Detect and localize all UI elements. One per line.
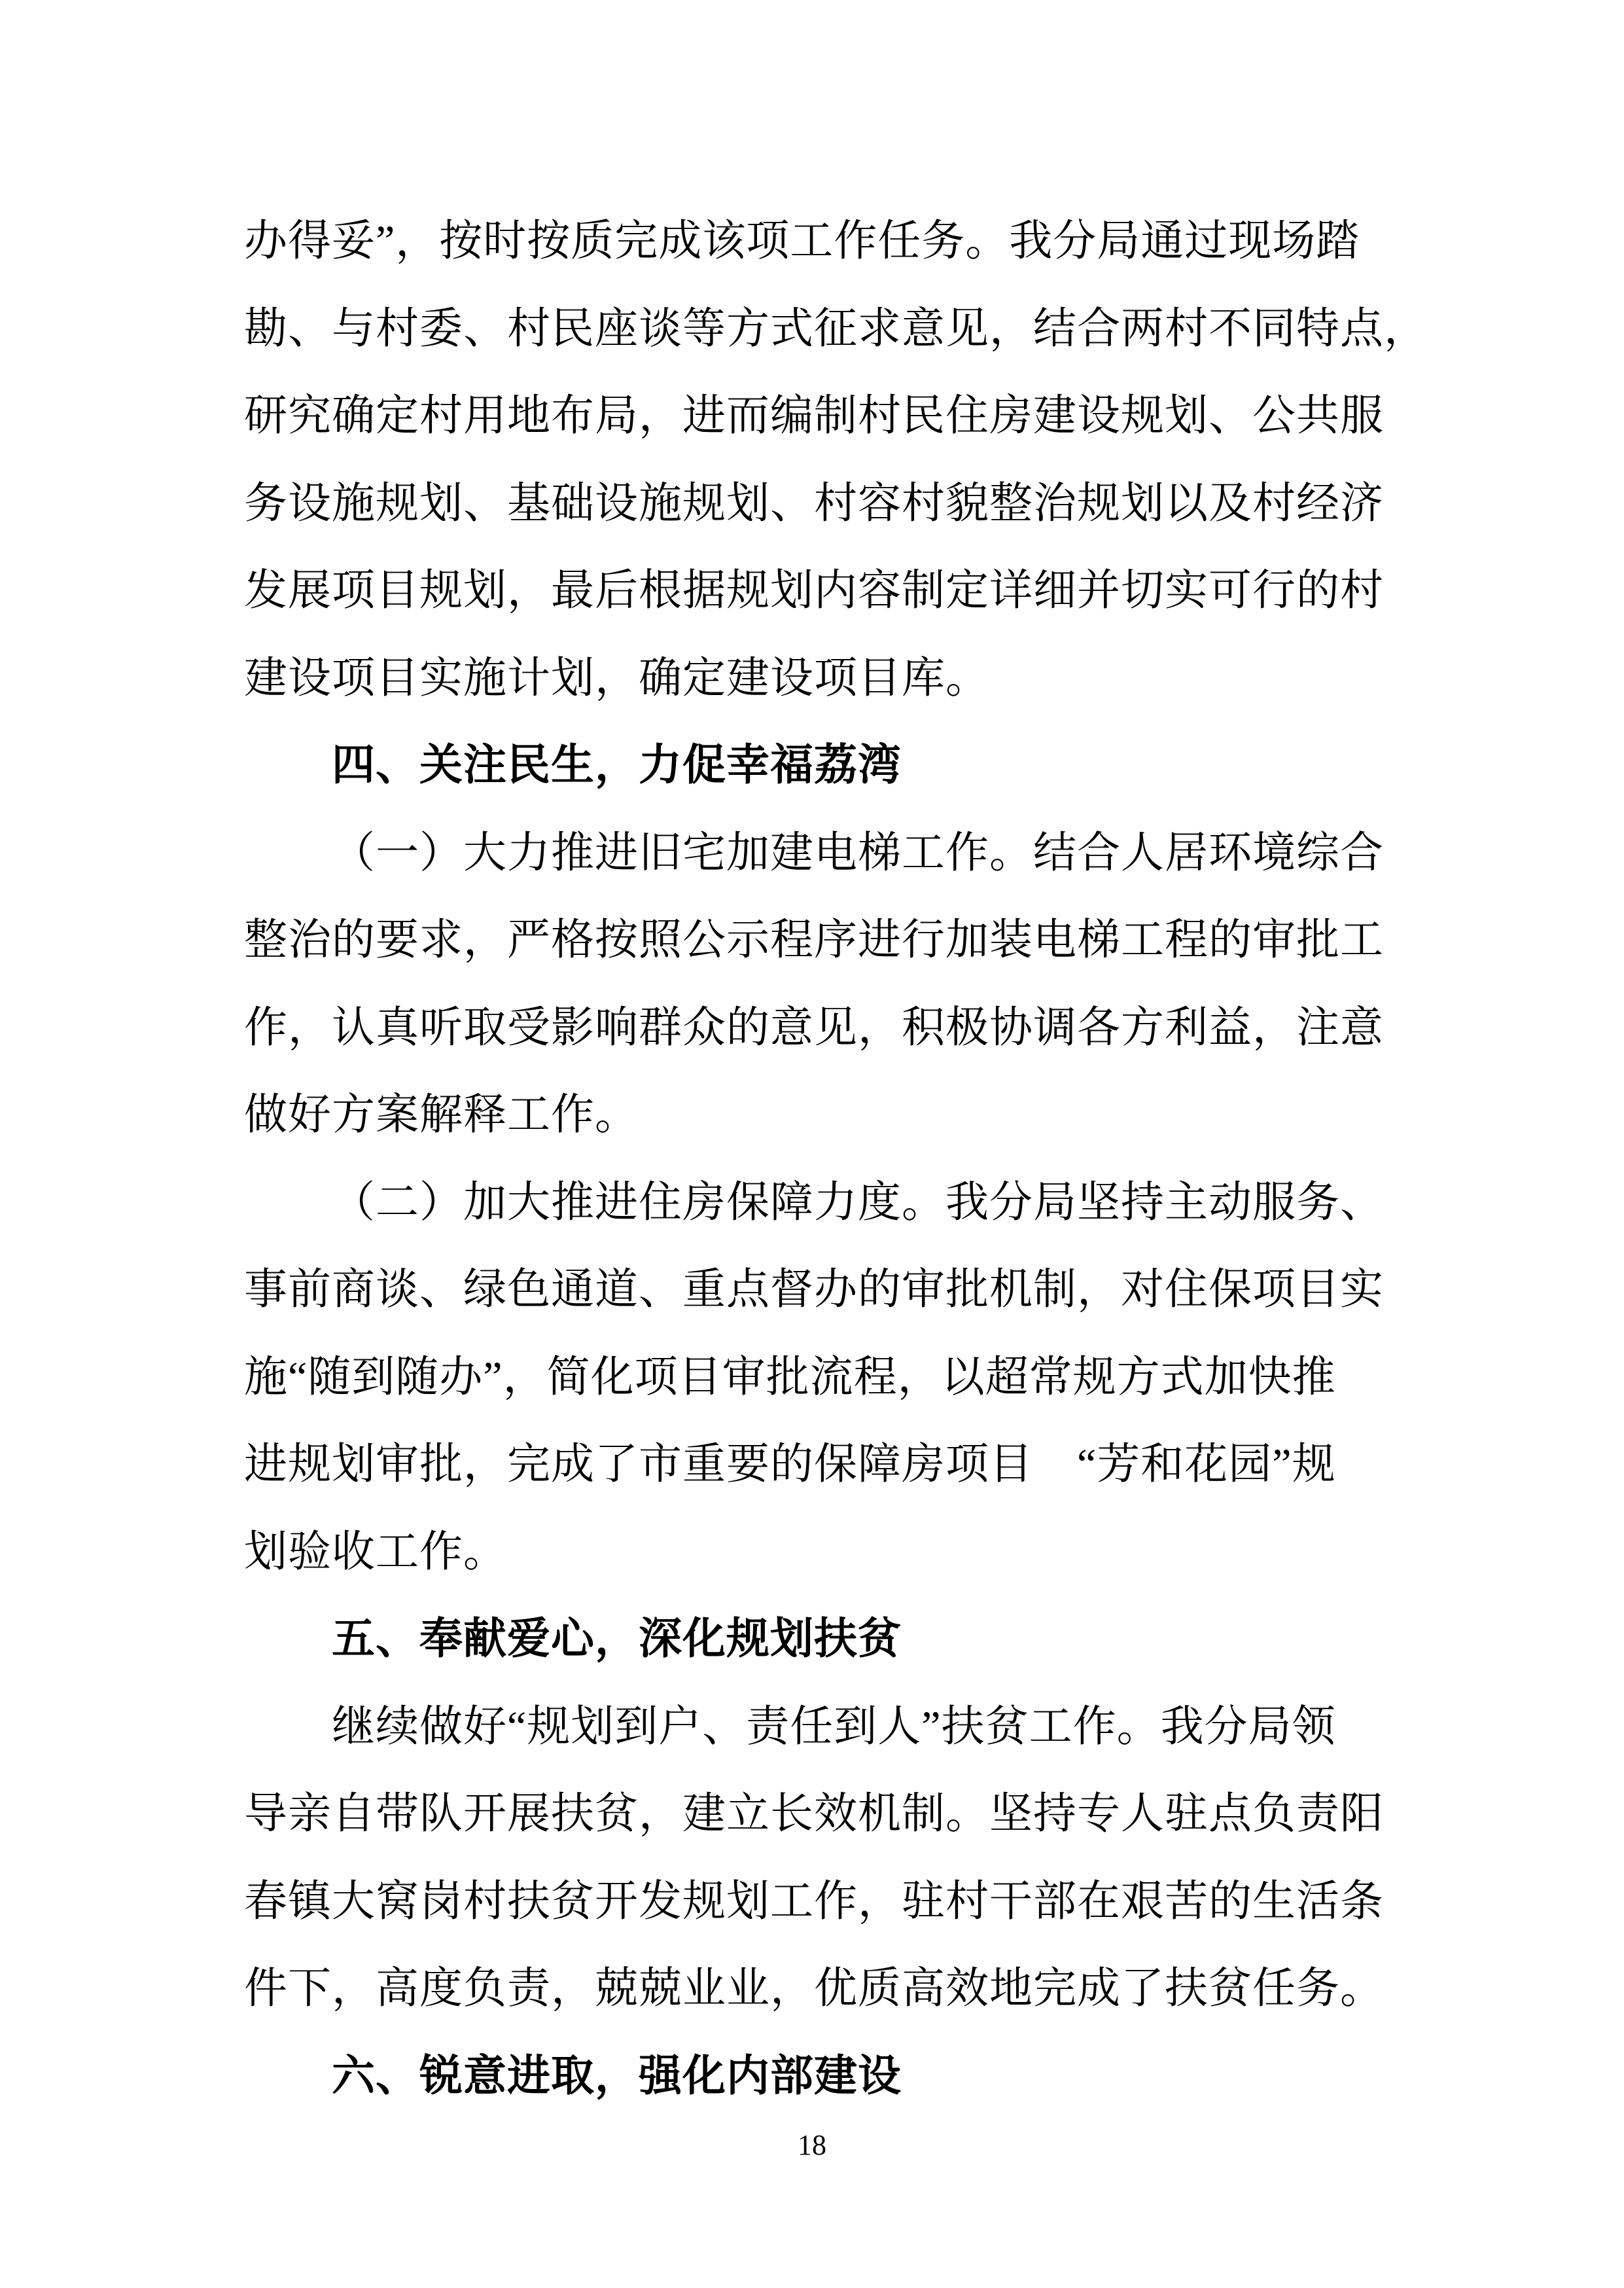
section-heading-4: 四、关注民生，力促幸福荔湾 xyxy=(332,742,902,789)
text-line: 导亲自带队开展扶贫，建立长效机制。坚持专人驻点负责阳 xyxy=(244,1790,1384,1838)
text-line: 勘、与村委、村民座谈等方式征求意见，结合两村不同特点， xyxy=(244,304,1428,353)
text-line: 事前商谈、绿色通道、重点督办的审批机制，对住保项目实 xyxy=(244,1266,1384,1314)
text-line: （二）加大推进住房保障力度。我分局坚持主动服务、 xyxy=(332,1178,1384,1226)
text-line: 发展项目规划，最后根据规划内容制定详细并切实可行的村 xyxy=(244,567,1384,615)
document-body xyxy=(244,198,1428,2120)
section-heading-6: 六、锐意进取，强化内部建设 xyxy=(332,2052,902,2100)
text-line: 施“随到随办”，简化项目审批流程，以超常规方式加快推 xyxy=(244,1353,1336,1401)
text-line: 办得妥”，按时按质完成该项工作任务。我分局通过现场踏 xyxy=(244,217,1360,265)
text-line: 建设项目实施计划，确定建设项目库。 xyxy=(244,654,989,702)
page-number: 18 xyxy=(798,2129,826,2161)
text-line: 件下，高度负责，兢兢业业，优质高效地完成了扶贫任务。 xyxy=(244,1965,1384,2012)
text-line: 务设施规划、基础设施规划、村容村貌整治规划以及村经济 xyxy=(244,479,1384,527)
text-line: 进规划审批，完成了市重要的保障房项目 “芳和花园”规 xyxy=(244,1440,1336,1488)
text-line: 春镇大窝岗村扶贫开发规划工作，驻村干部在艰苦的生活条 xyxy=(244,1877,1384,1925)
text-line: 研究确定村用地布局，进而编制村民住房建设规划、公共服 xyxy=(244,392,1384,440)
text-line: （一）大力推进旧宅加建电梯工作。结合人居环境综合 xyxy=(332,829,1384,877)
section-heading-5: 五、奉献爱心，深化规划扶贫 xyxy=(332,1615,902,1663)
text-line: 作，认真听取受影响群众的意见，积极协调各方利益，注意 xyxy=(244,1003,1384,1052)
text-line: 整治的要求，严格按照公示程序进行加装电梯工程的审批工 xyxy=(244,916,1384,964)
text-line: 划验收工作。 xyxy=(244,1528,507,1576)
text-line: 做好方案解释工作。 xyxy=(244,1091,639,1139)
text-line: 继续做好“规划到户、责任到人”扶贫工作。我分局领 xyxy=(332,1702,1336,1751)
